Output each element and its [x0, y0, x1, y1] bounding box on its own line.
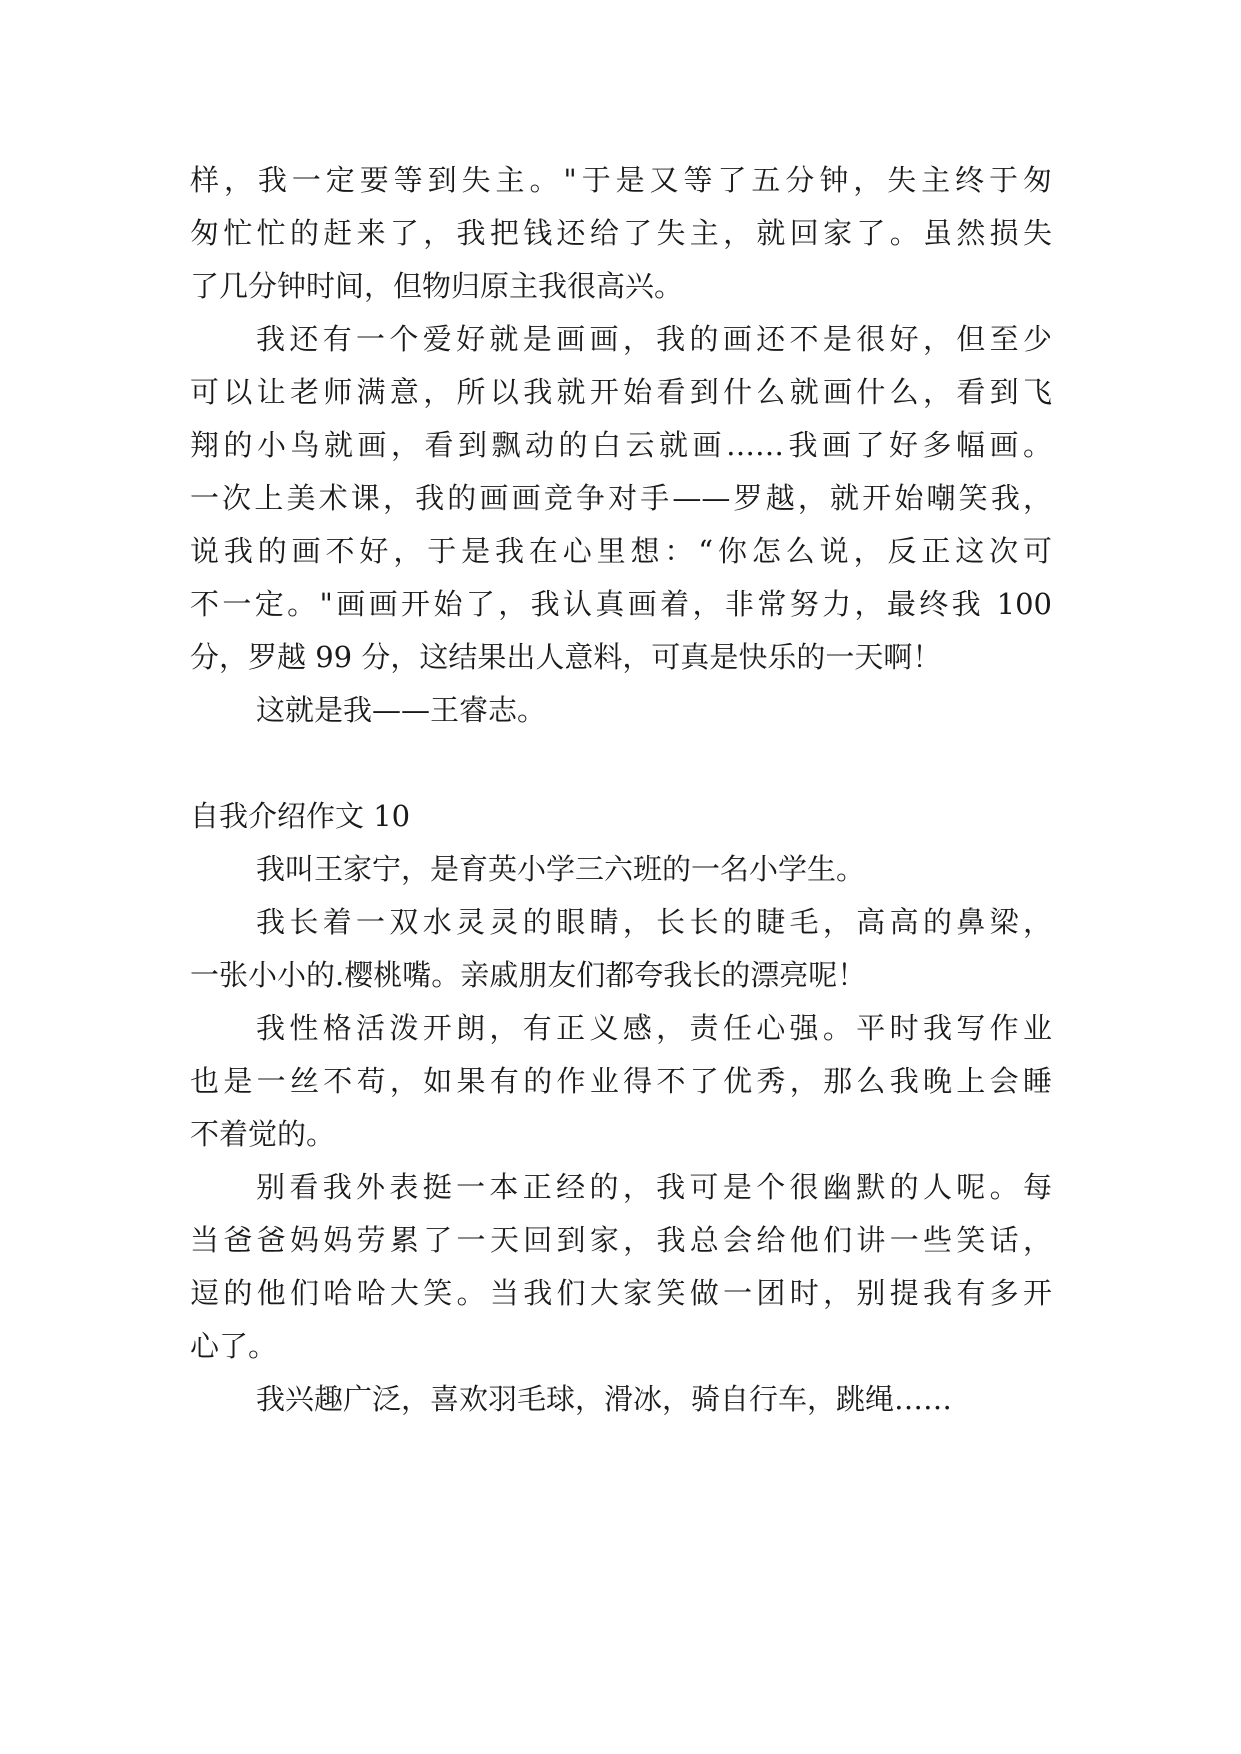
text-line: 当爸爸妈妈劳累了一天回到家，我总会给他们讲一些笑话， — [190, 1223, 1052, 1257]
text-line: 样，我一定要等到失主。"于是又等了五分钟，失主终于匆 — [190, 163, 1052, 197]
text-line: 不一定。"画画开始了，我认真画着，非常努力，最终我 100 — [190, 587, 1052, 621]
text-line: 我还有一个爱好就是画画，我的画还不是很好，但至少 — [256, 322, 1052, 356]
text-line: 不着觉的。 — [190, 1117, 336, 1151]
text-line: 我长着一双水灵灵的眼睛，长长的睫毛，高高的鼻梁， — [256, 905, 1052, 939]
text-line: 翔的小鸟就画，看到飘动的白云就画……我画了好多幅画。 — [190, 428, 1052, 462]
text-line: 也是一丝不苟，如果有的作业得不了优秀，那么我晚上会睡 — [190, 1064, 1052, 1098]
text-line: 分，罗越 99 分，这结果出人意料，可真是快乐的一天啊！ — [190, 640, 942, 674]
text-line: 我叫王家宁，是育英小学三六班的一名小学生。 — [256, 852, 866, 886]
text-line: 了几分钟时间，但物归原主我很高兴。 — [190, 269, 684, 303]
text-line: 可以让老师满意，所以我就开始看到什么就画什么，看到飞 — [190, 375, 1052, 409]
text-line: 匆忙忙的赶来了，我把钱还给了失主，就回家了。虽然损失 — [190, 216, 1052, 250]
text-line: 一张小小的.樱桃嘴。亲戚朋友们都夸我长的漂亮呢！ — [190, 958, 867, 992]
text-line: 这就是我——王睿志。 — [256, 693, 547, 727]
text-line: 我兴趣广泛，喜欢羽毛球，滑冰，骑自行车，跳绳…… — [256, 1382, 953, 1416]
section-heading: 自我介绍作文 10 — [190, 799, 411, 833]
text-line: 说我的画不好，于是我在心里想：“你怎么说，反正这次可 — [190, 534, 1052, 568]
text-line: 一次上美术课，我的画画竞争对手——罗越，就开始嘲笑我， — [190, 481, 1052, 515]
text-line: 我性格活泼开朗，有正义感，责任心强。平时我写作业 — [256, 1011, 1052, 1045]
text-line: 逗的他们哈哈大笑。当我们大家笑做一团时，别提我有多开 — [190, 1276, 1052, 1310]
text-line: 心了。 — [190, 1329, 278, 1363]
text-line: 别看我外表挺一本正经的，我可是个很幽默的人呢。每 — [256, 1170, 1052, 1204]
